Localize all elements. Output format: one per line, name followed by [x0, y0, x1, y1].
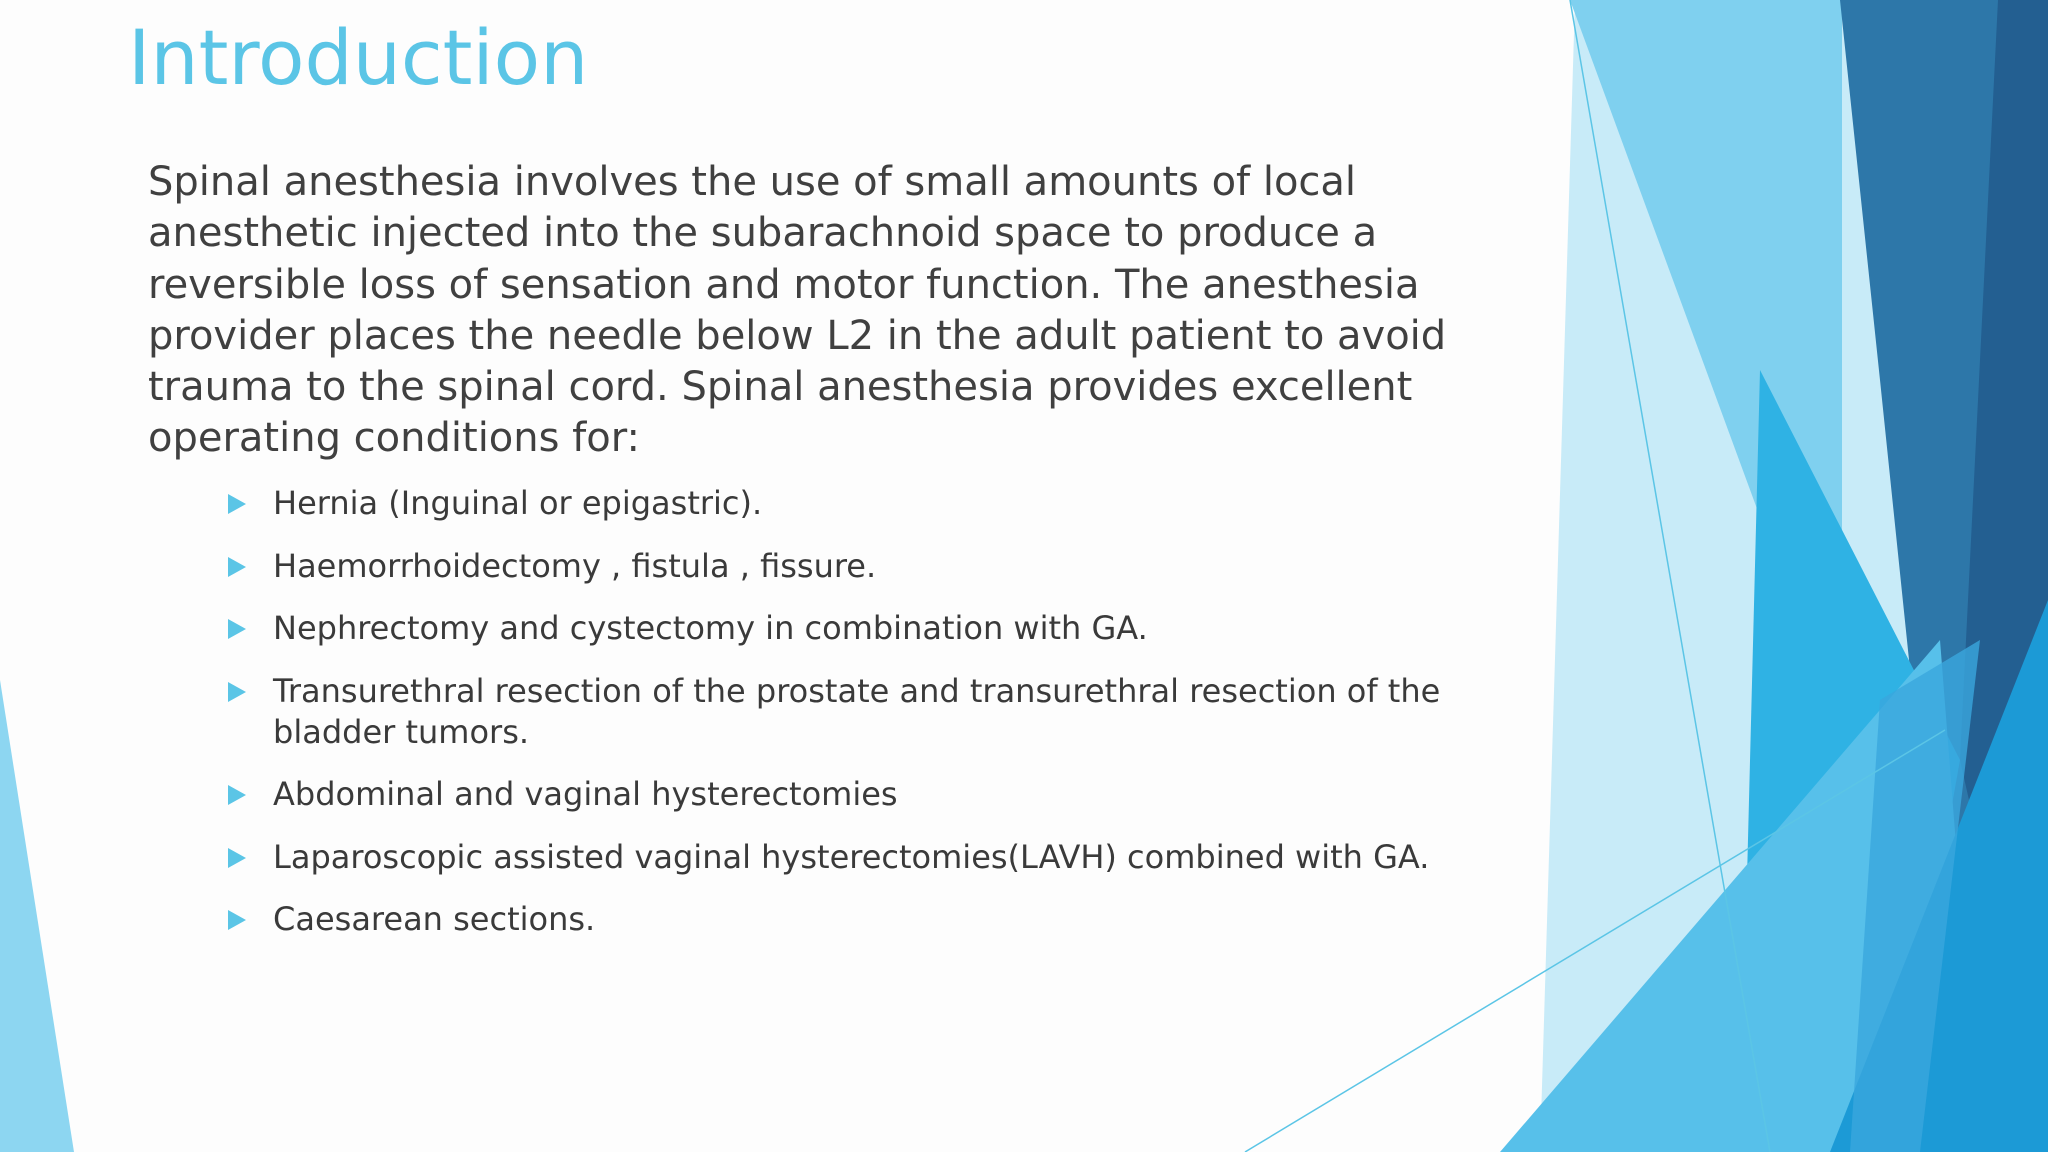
- triangle-bullet-icon: [228, 785, 246, 805]
- list-item: [228, 837, 1468, 878]
- triangle-bullet-icon: [228, 910, 246, 930]
- list-item-text: Hernia (Inguinal or epigastric).: [273, 484, 763, 522]
- list-item-text: Abdominal and vaginal hysterectomies: [273, 775, 898, 813]
- list-item: [228, 546, 1468, 587]
- triangle-bullet-icon: [228, 557, 246, 577]
- slide-title: Introduction: [128, 13, 589, 102]
- list-item: [228, 774, 1468, 815]
- triangle-bullet-icon: [228, 494, 246, 514]
- left-edge-shape: [0, 680, 74, 1152]
- list-item: [228, 483, 1468, 524]
- list-item-text: Transurethral resection of the prostate and transurethral resection of the bladder tumors.: [273, 671, 1441, 751]
- triangle-bullet-icon: [228, 848, 246, 868]
- triangle-bullet-icon: [228, 682, 246, 702]
- list-item-text: Caesarean sections.: [273, 900, 596, 938]
- list-item: [228, 671, 1468, 753]
- list-item-text: Nephrectomy and cystectomy in combination with GA.: [273, 609, 1148, 647]
- list-item: [228, 608, 1468, 649]
- list-item: [228, 899, 1468, 940]
- procedures-list: [228, 483, 1468, 962]
- triangle-bullet-icon: [228, 619, 246, 639]
- list-item-text: Laparoscopic assisted vaginal hysterectomies(LAVH) combined with GA.: [273, 837, 1430, 876]
- intro-paragraph: Spinal anesthesia involves the use of small amounts of local anesthetic injected into the subarachnoid space to produce a reversible loss of sensation and motor function. The anesthesia provider places the needle below L2 in the adult patient to avoid trauma to the spinal cord. Spinal anesthesia provides excellent operating conditions for:: [148, 159, 1447, 462]
- list-item-text: Haemorrhoidectomy , fistula , fissure.: [273, 546, 877, 585]
